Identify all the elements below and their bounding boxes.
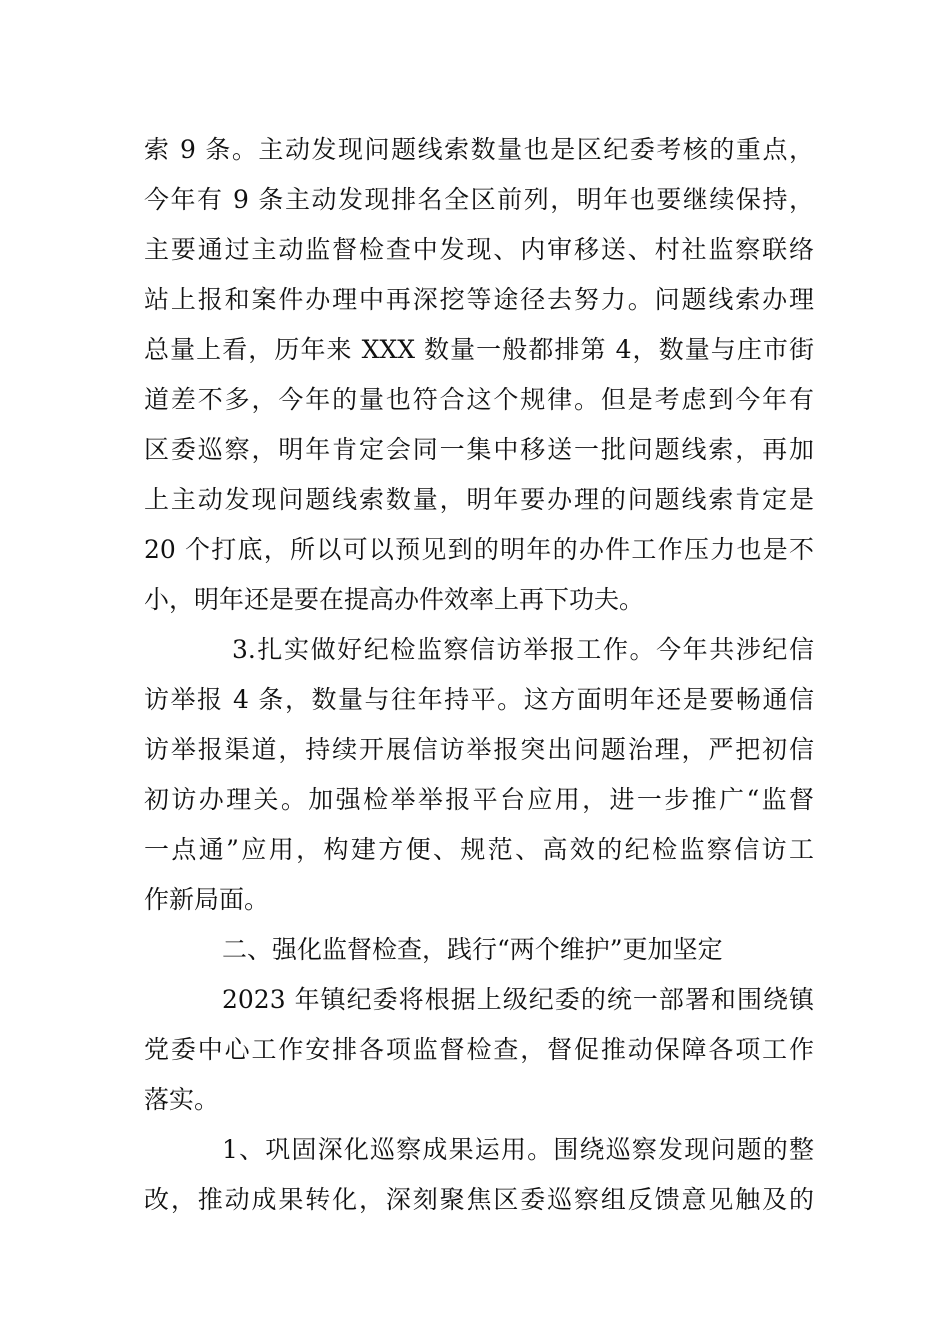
text-line: 初访办理关。加强检举举报平台应用，进一步推广“监督 [144, 785, 814, 814]
text-line: 作新局面。 [144, 885, 270, 914]
text-line: 上主动发现问题线索数量，明年要办理的问题线索肯定是 [144, 485, 814, 514]
text-line: 站上报和案件办理中再深挖等途径去努力。问题线索办理 [144, 285, 814, 314]
text-line: 2023 年镇纪委将根据上级纪委的统一部署和围绕镇 [222, 985, 814, 1014]
text-line: 落实。 [144, 1085, 220, 1114]
text-line: 主要通过主动监督检查中发现、内审移送、村社监察联络 [144, 235, 814, 264]
text-line: 改，推动成果转化，深刻聚焦区委巡察组反馈意见触及的 [144, 1185, 814, 1214]
text-line: 小，明年还是要在提高办件效率上再下功夫。 [144, 585, 645, 614]
text-line: 访举报渠道，持续开展信访举报突出问题治理，严把初信 [144, 735, 814, 764]
text-line: 总量上看，历年来 XXX 数量一般都排第 4，数量与庄市街 [144, 335, 814, 364]
text-line: 索 9 条。主动发现问题线索数量也是区纪委考核的重点， [144, 135, 814, 164]
text-line: 今年有 9 条主动发现排名全区前列，明年也要继续保持， [144, 185, 814, 214]
section-heading: 二、强化监督检查，践行“两个维护”更加坚定 [222, 935, 723, 964]
text-line: 1、巩固深化巡察成果运用。围绕巡察发现问题的整 [222, 1135, 814, 1164]
text-line: 一点通”应用，构建方便、规范、高效的纪检监察信访工 [144, 835, 814, 864]
text-line: 党委中心工作安排各项监督检查，督促推动保障各项工作 [144, 1035, 814, 1064]
text-line: 区委巡察，明年肯定会同一集中移送一批问题线索，再加 [144, 435, 814, 464]
text-line: 访举报 4 条，数量与往年持平。这方面明年还是要畅通信 [144, 685, 814, 714]
text-line: 道差不多，今年的量也符合这个规律。但是考虑到今年有 [144, 385, 814, 414]
text-line: 20 个打底，所以可以预见到的明年的办件工作压力也是不 [144, 535, 814, 564]
text-line: 3.扎实做好纪检监察信访举报工作。今年共涉纪信 [232, 635, 814, 664]
